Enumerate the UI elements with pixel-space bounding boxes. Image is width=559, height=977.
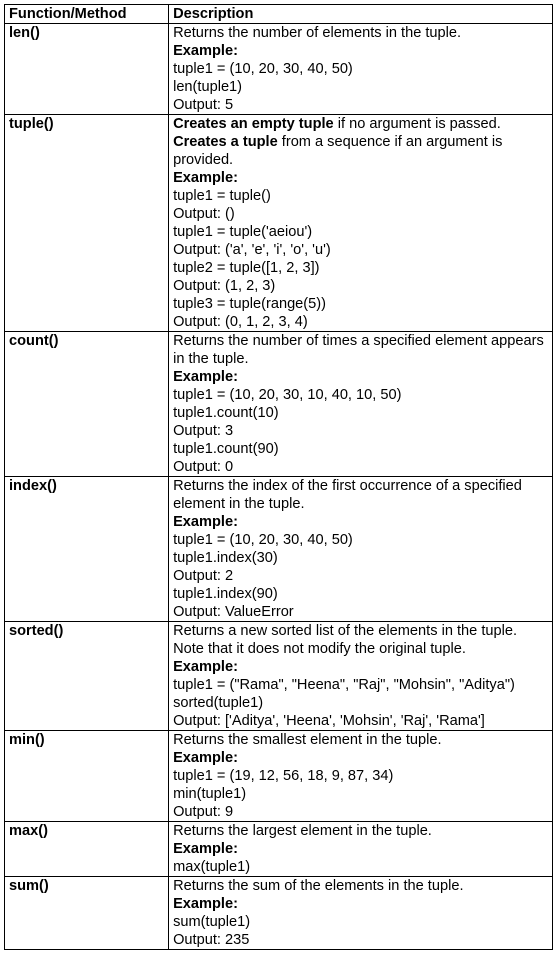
code-line: tuple3 = tuple(range(5)) [173,296,326,312]
description-cell [169,622,553,731]
table-row [5,622,553,731]
description-text: Returns the index of the first occurrence of a specified element in the tuple. [173,478,526,512]
code-line: tuple1.index(30) [173,550,278,566]
function-name-cell [5,622,169,731]
code-line: sum(tuple1) [173,914,251,930]
code-line: Output: (1, 2, 3) [173,278,276,294]
code-line: Output: 5 [173,97,234,113]
function-name-cell [5,115,169,332]
code-line: tuple1.count(90) [173,441,279,457]
function-name-cell [5,24,169,115]
header-row [5,5,553,24]
header-description: Description [169,5,553,24]
code-line: Output: (0, 1, 2, 3, 4) [173,314,308,330]
description-cell [169,477,553,622]
function-name-cell [5,822,169,877]
code-line: Output: ['Aditya', 'Heena', 'Mohsin', 'Raj', 'Rama'] [173,713,485,729]
table-row [5,477,553,622]
description-cell [169,115,553,332]
table-row [5,332,553,477]
example-label: Example: [173,369,238,385]
function-name-cell [5,731,169,822]
code-line: Output: () [173,206,235,222]
tuple-functions-table [4,4,553,950]
function-name: min() [9,732,45,748]
table-row [5,822,553,877]
description-text: Returns the largest element in the tuple. [173,823,432,839]
example-label: Example: [173,43,238,59]
description-text: Returns the smallest element in the tuple. [173,732,442,748]
description-text: Returns the number of elements in the tuple. [173,25,462,41]
code-line: Output: 0 [173,459,234,475]
description-text [173,115,548,133]
description-cell [169,24,553,115]
example-label: Example: [173,170,238,186]
code-line: tuple1 = tuple() [173,188,271,204]
code-line: tuple1.count(10) [173,405,279,421]
description-rest: from a sequence if an argument is provided. [173,134,507,168]
function-name: tuple() [9,116,54,132]
code-line: Output: 235 [173,932,250,948]
function-name-cell [5,877,169,950]
description-text [173,133,548,169]
description-cell [169,822,553,877]
function-name: sorted() [9,623,64,639]
code-line: Output: 9 [173,804,234,820]
description-cell [169,332,553,477]
table-row [5,24,553,115]
description-text: Returns the sum of the elements in the tuple. [173,878,464,894]
description-cell [169,877,553,950]
example-label: Example: [173,841,238,857]
table-row [5,731,553,822]
header-function-method: Function/Method [5,5,169,24]
code-line: tuple1.index(90) [173,586,278,602]
code-line: sorted(tuple1) [173,695,264,711]
description-emphasis: Creates a tuple [173,134,278,150]
description-rest: if no argument is passed. [333,116,501,132]
example-label: Example: [173,514,238,530]
description-cell [169,731,553,822]
example-label: Example: [173,659,238,675]
function-name-cell [5,332,169,477]
code-line: tuple2 = tuple([1, 2, 3]) [173,260,320,276]
code-line: Output: 2 [173,568,234,584]
function-name: max() [9,823,48,839]
function-name: sum() [9,878,49,894]
code-line: tuple1 = (19, 12, 56, 18, 9, 87, 34) [173,768,394,784]
description-text: Returns the number of times a specified element appears in the tuple. [173,333,548,367]
code-line: tuple1 = (10, 20, 30, 40, 50) [173,532,353,548]
code-line: tuple1 = tuple('aeiou') [173,224,313,240]
table-row [5,877,553,950]
function-name: index() [9,478,57,494]
code-line: Output: ValueError [173,604,294,620]
code-line: tuple1 = ("Rama", "Heena", "Raj", "Mohsin", "Aditya") [173,677,515,693]
function-name: len() [9,25,40,41]
code-line: tuple1 = (10, 20, 30, 10, 40, 10, 50) [173,387,402,403]
code-line: min(tuple1) [173,786,247,802]
example-label: Example: [173,896,238,912]
table-row [5,115,553,332]
example-label: Example: [173,750,238,766]
code-line: Output: 3 [173,423,234,439]
description-text: Returns a new sorted list of the elements in the tuple. Note that it does not modify the original tuple. [173,623,522,657]
code-line: Output: ('a', 'e', 'i', 'o', 'u') [173,242,331,258]
function-name-cell [5,477,169,622]
function-name: count() [9,333,59,349]
code-line: tuple1 = (10, 20, 30, 40, 50) [173,61,353,77]
description-emphasis: Creates an empty tuple [173,116,334,132]
code-line: max(tuple1) [173,859,251,875]
code-line: len(tuple1) [173,79,243,95]
